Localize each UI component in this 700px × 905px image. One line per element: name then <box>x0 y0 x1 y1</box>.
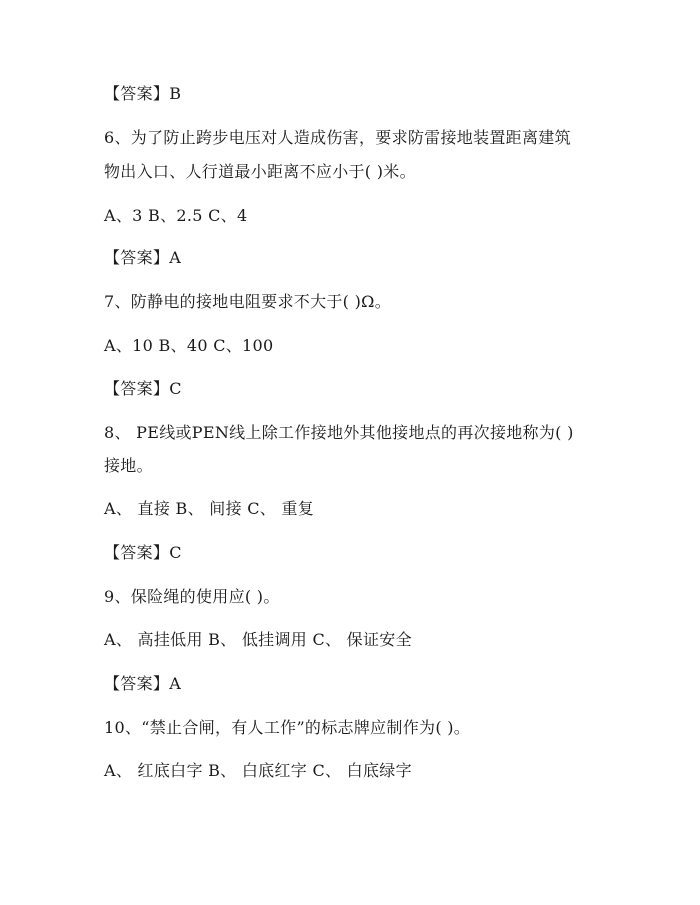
question-6-text-cont: 物出入口、人行道最小距离不应小于( )米。 <box>104 162 416 181</box>
question-8-options: A、 直接 B、 间接 C、 重复 <box>104 499 315 518</box>
question-7-text: 7、防静电的接地电阻要求不大于( )Ω。 <box>104 292 392 311</box>
answer-line: 【答案】C <box>104 379 182 398</box>
question-8-text-cont: 接地。 <box>104 456 153 475</box>
question-6-options: A、3 B、2.5 C、4 <box>104 206 248 225</box>
answer-line: 【答案】C <box>104 543 182 562</box>
question-10-text: 10、“禁止合闸，有人工作”的标志牌应制作为( )。 <box>104 718 471 737</box>
question-7-options: A、10 B、40 C、100 <box>104 336 274 355</box>
answer-line: 【答案】B <box>104 84 182 103</box>
question-9-text: 9、保险绳的使用应( )。 <box>104 587 280 606</box>
question-10-options: A、 红底白字 B、 白底红字 C、 白底绿字 <box>104 761 412 780</box>
question-6-text: 6、为了防止跨步电压对人造成伤害，要求防雷接地装置距离建筑 <box>104 128 571 147</box>
answer-line: 【答案】A <box>104 674 182 693</box>
question-8-text: 8、 PE线或PEN线上除工作接地外其他接地点的再次接地称为( ) <box>104 423 574 442</box>
question-9-options: A、 高挂低用 B、 低挂调用 C、 保证安全 <box>104 630 412 649</box>
answer-line: 【答案】A <box>104 248 182 267</box>
